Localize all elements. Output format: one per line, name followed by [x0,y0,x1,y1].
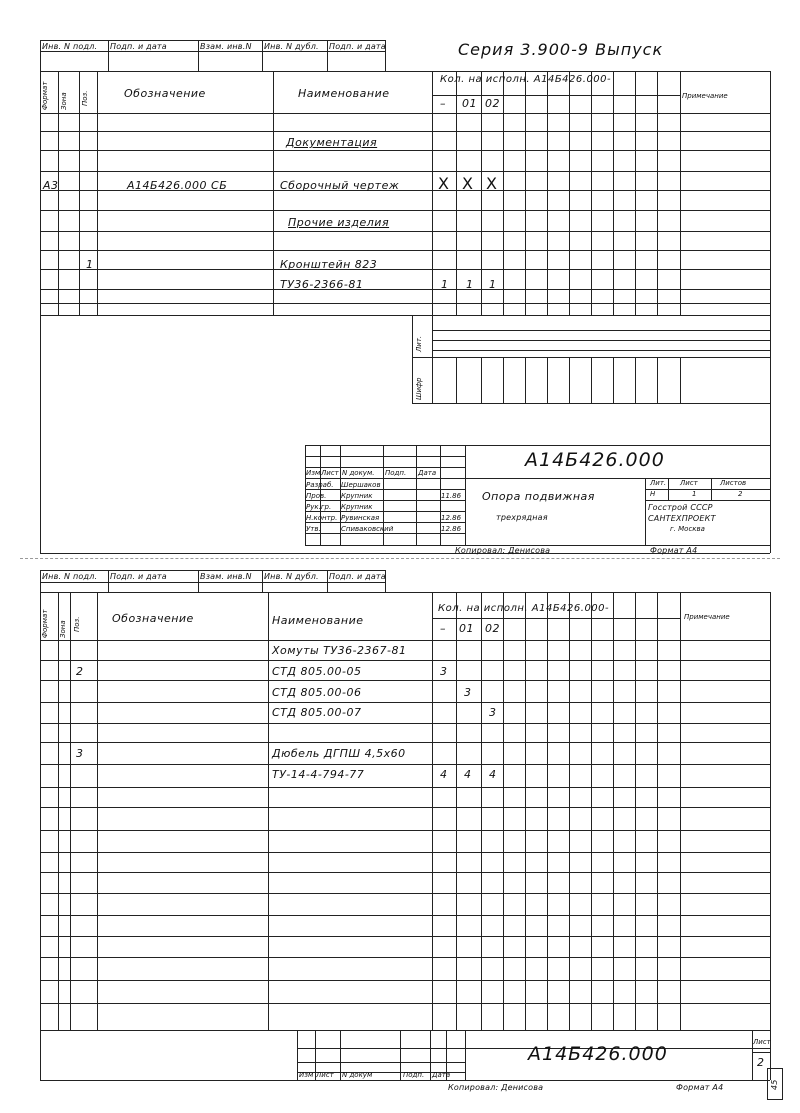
role-label: Разраб. [306,481,334,489]
inv-div [262,40,263,71]
lit-col [569,357,570,403]
sheet-separator [20,558,780,559]
row2-qty: 3 [440,665,448,678]
tb-row [305,456,465,457]
row2-line [40,936,770,937]
col-line [481,71,482,315]
col2-line [680,592,681,1030]
inv2-div [198,570,199,592]
col2-zone: Зона [59,620,67,638]
col-format: Формат [41,81,49,110]
sheet-value: 1 [692,490,697,498]
col2-line [481,592,482,1030]
row-line [40,289,770,290]
lit-col [481,357,482,403]
lit-col [657,357,658,403]
row2-line [40,764,770,765]
col2-line [547,592,548,1030]
col-line [97,71,98,315]
tb-sheet-div [711,478,712,500]
inv2-div [40,570,41,592]
row2-line [40,723,770,724]
sheets-head: Листов [720,479,747,487]
rev-header: Подп. [385,469,407,477]
col2-line [613,592,614,1030]
row2-line [40,872,770,873]
variant-label: 02 [485,97,500,110]
row2-qty: 3 [464,686,472,699]
col-line [547,71,548,315]
row-line [40,150,770,151]
row-line [40,303,770,304]
role-label: Пров. [306,492,327,500]
inv2-div [327,570,328,592]
lit-col [680,357,681,403]
row2-pos: 2 [76,665,84,678]
col-line [657,71,658,315]
row2-name: Дюбель ДГПШ 4,5х60 [272,747,406,760]
role-label: Рук.гр. [306,503,332,511]
sheet-head: Лист [680,479,698,487]
inv-label: Подп. и дата [110,42,167,51]
variant2-label: – [440,622,446,635]
signer-name: Шершаков [341,481,381,489]
frame-top [40,71,770,72]
row2-line [40,660,770,661]
inv-label: Инв. N дубл. [264,42,319,51]
org-1: Госстрой СССР [648,503,713,512]
col2-line [569,592,570,1030]
footer-sheet-value: 2 [757,1056,765,1069]
footer-code: А14Б426.000 [528,1043,668,1065]
format2-label: Формат А4 [676,1083,724,1092]
col2-line [40,592,41,1030]
org-3: г. Москва [670,525,705,533]
inv2-label: Инв. N дубл. [264,572,319,581]
row-line [40,171,770,172]
row2-line [40,830,770,831]
row-item-pos: 1 [86,258,94,271]
qty-head-line [432,95,680,96]
lit-row [412,403,770,404]
row2-line [40,1030,770,1031]
assembly-mark: X [438,174,450,193]
side-number: 45 [770,1079,779,1090]
col-line [503,71,504,315]
col2-line [432,592,433,1030]
signer-name: Спиваковский [341,525,394,533]
row-doc-name: Сборочный чертеж [280,179,400,192]
col-note: Примечание [682,92,728,100]
row2-line [40,852,770,853]
sign-date: 11.86 [441,492,462,500]
format-label: Формат А4 [650,546,698,555]
row2-qty: 4 [464,768,472,781]
col-line [273,71,274,315]
footer-row [297,1062,465,1063]
org-2: САНТЕХПРОЕКТ [648,514,716,523]
lit-left [412,315,413,403]
col2-line [268,592,269,1030]
row2-line [40,807,770,808]
footer-rev-header: Дата [432,1071,451,1079]
inv2-mid [40,582,385,583]
tb-row [305,533,465,534]
col2-name: Наименование [272,614,364,627]
lit-col [591,357,592,403]
lit-col [635,357,636,403]
inv-div [327,40,328,71]
col2-line [525,592,526,1030]
row2-qty: 4 [440,768,448,781]
tb-lit-div [668,478,669,500]
lit-col [613,357,614,403]
row-line [40,250,770,251]
frame2-bottom [40,1080,770,1081]
row2-line [40,787,770,788]
col2-line [657,592,658,1030]
row2-name: ТУ-14-4-794-77 [272,768,365,781]
rev-header: N докум. [342,469,375,477]
inv2-label: Подп. и дата [110,572,167,581]
inv-mid [40,51,385,52]
col2-pos: Поз. [73,616,81,632]
lit-col [503,357,504,403]
tb-right-row [645,500,770,501]
col2-designation: Обозначение [112,612,194,625]
lit-row [432,350,770,351]
signer-name: Рувинская [341,514,380,522]
row-item-name2: ТУ36-2366-81 [280,278,364,291]
signer-name: Крупник [341,503,373,511]
row-line [40,315,770,316]
col-pos: Поз. [81,90,89,106]
col2-line [770,592,771,1030]
inv-label: Подп. и дата [329,42,386,51]
inv-div [108,40,109,71]
tb-col [416,445,417,545]
tb-row [305,511,465,512]
lit-col [525,357,526,403]
title-line2: трехрядная [496,513,548,522]
col2-line [58,592,59,1030]
lit-col [547,357,548,403]
row2-line [40,957,770,958]
side-number-box [767,1068,783,1100]
col2-line [503,592,504,1030]
row2-line [40,980,770,981]
row2-qty: 3 [489,706,497,719]
section-docs: Документация [286,136,378,149]
tb-row [305,478,465,479]
row2-qty: 4 [489,768,497,781]
variant-label: 01 [462,97,477,110]
inv2-div [108,570,109,592]
sign-date: 12.86 [441,525,462,533]
assembly-mark: X [462,174,474,193]
inv2-div [262,570,263,592]
row2-pos: 3 [76,747,84,760]
col-line [613,71,614,315]
lit-row [432,330,770,331]
col2-note: Примечание [684,613,730,621]
col2-line [97,592,98,1030]
inv-div [198,40,199,71]
footer-rev-header: Подп. [403,1071,425,1079]
role-label: Н.контр. [306,514,338,522]
col-line [525,71,526,315]
lit-row [432,340,770,341]
tb-row [305,500,465,501]
tb-row [305,522,465,523]
col-line [58,71,59,315]
inv2-label: Взам. инв.N [200,572,252,581]
copied-by: Копировал: Денисова [455,546,551,555]
footer-sheet-row [752,1052,770,1053]
col-line [635,71,636,315]
col-line [591,71,592,315]
row-line [40,210,770,211]
qty2-head-line [432,618,680,619]
row2-name: СТД 805.00-06 [272,686,362,699]
footer-rev-header: Лист [316,1071,334,1079]
lit-value: Н [650,490,656,498]
variant2-label: 02 [485,622,500,635]
sheets-value: 2 [738,490,743,498]
section-other: Прочие изделия [288,216,390,229]
row-line [40,269,770,270]
inv2-top [40,570,385,571]
row2-name: СТД 805.00-05 [272,665,362,678]
drawing-code: А14Б426.000 [525,449,665,471]
row2-line [40,893,770,894]
footer-sheet-label: Лист [753,1038,771,1046]
inv-div [40,40,41,71]
row2-line [40,915,770,916]
footer-col [465,1030,466,1080]
tb-row [305,467,465,468]
col-name: Наименование [298,87,390,100]
variant-label: – [440,97,446,110]
row2-line [40,702,770,703]
lit-div [432,315,433,403]
rev-header: Лист [321,469,339,477]
col-line [432,71,433,315]
row-doc-format: А3 [43,179,59,192]
col2-qty: Кол. на исполн. А14Б426.000- [438,603,610,614]
col2-line [456,592,457,1030]
col-line [770,71,771,315]
frame2-top [40,592,770,593]
title-line1: Опора подвижная [482,490,595,503]
row2-line [40,1003,770,1004]
lit-head: Лит. [650,479,667,487]
col2-line [70,592,71,1030]
lit-col [456,357,457,403]
row-item-qty: 1 [489,278,497,291]
signer-name: Крупник [341,492,373,500]
footer-rev-header: Изм [299,1071,314,1079]
row-item-qty: 1 [466,278,474,291]
variant2-label: 01 [459,622,474,635]
copied2-by: Копировал: Денисова [448,1083,544,1092]
col-zone: Зона [60,92,68,110]
tb-col [465,445,466,545]
rev-header: Дата [418,469,437,477]
rev-header: Изм [306,469,321,477]
col2-line [635,592,636,1030]
row-doc-designation: А14Б426.000 СБ [127,179,228,192]
cipher-label: Шифр [415,377,423,400]
header-bottom [40,113,770,114]
row2-line [40,680,770,681]
tb-right-row [645,489,770,490]
series-header: Серия 3.900-9 Выпуск [458,40,664,59]
row-line [40,131,770,132]
col-designation: Обозначение [124,87,206,100]
tb-row [305,489,465,490]
row-item-name1: Кронштейн 823 [280,258,378,271]
inv2-label: Подп. и дата [329,572,386,581]
col2-line [591,592,592,1030]
assembly-mark: X [486,174,498,193]
row-item-qty: 1 [441,278,449,291]
row2-line [40,742,770,743]
row2-name: Хомуты ТУ36-2367-81 [272,644,407,657]
row2-name: СТД 805.00-07 [272,706,362,719]
col2-format: Формат [41,609,49,638]
col-line [456,71,457,315]
role-label: Утв. [306,525,321,533]
row-line [40,231,770,232]
sign-date: 12.86 [441,514,462,522]
inv-top [40,40,385,41]
col-qty: Кол. на исполн. А14Б426.000- [440,74,612,85]
inv-label: Взам. инв.N [200,42,252,51]
lit-label: Лит. [415,335,423,352]
col-line [79,71,80,315]
col-line [680,71,681,315]
footer-rev-header: N докум [342,1071,373,1079]
col-line [569,71,570,315]
inv-label: Инв. N подл. [42,42,98,51]
inv2-label: Инв. N подл. [42,572,98,581]
tb-top [305,445,770,446]
header2-bottom [40,640,770,641]
